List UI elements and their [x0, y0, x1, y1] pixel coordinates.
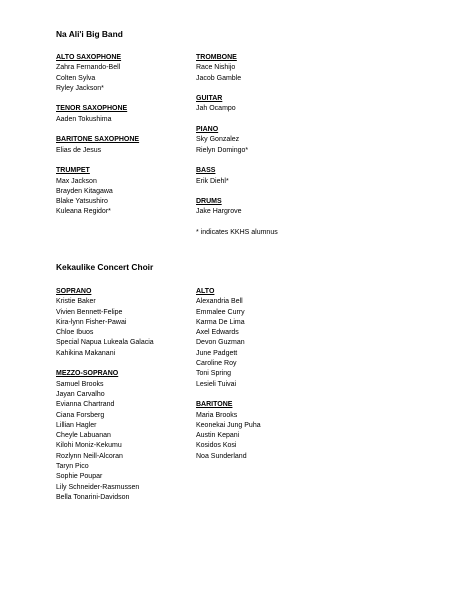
member-name: Ryley Jackson*	[56, 84, 104, 92]
tenor-saxophone-section	[56, 104, 216, 125]
member-name: Blake Yatsushiro	[56, 198, 108, 206]
member-name: Zahra Fernando-Bell	[56, 64, 121, 72]
section-heading: MEZZO-SOPRANO	[56, 370, 119, 378]
member-name: Alexandria Bell	[196, 298, 243, 306]
member-name: Jacob Gamble	[196, 74, 242, 82]
member-name: Kilohi Moniz-Kekumu	[56, 442, 122, 450]
member-name: Emmalee Curry	[196, 308, 245, 316]
guitar-section	[196, 94, 356, 115]
section-heading: TRUMPET	[56, 167, 90, 175]
bass-section	[196, 166, 356, 187]
member-name: Kira-lynn Fisher-Pawai	[56, 318, 127, 326]
alto-saxophone-section	[56, 53, 216, 94]
member-name: Colten Sylva	[56, 74, 96, 82]
member-name: Sophie Poupar	[56, 473, 103, 481]
member-name: Taryn Pico	[56, 463, 89, 471]
member-name: Brayden Kitagawa	[56, 187, 113, 195]
member-name: Elias de Jesus	[56, 146, 102, 154]
band-right-column	[196, 53, 356, 238]
section-heading: BARITONE	[196, 401, 233, 409]
member-name: Toni Spring	[196, 370, 232, 378]
drums-section	[196, 197, 356, 218]
member-name: Devon Guzman	[196, 339, 245, 347]
choir-right-column	[196, 287, 356, 462]
member-name: Cheyle Labuanan	[56, 432, 111, 440]
member-name: Jah Ocampo	[196, 105, 236, 113]
member-name: Kahikina Makanani	[56, 349, 116, 357]
member-name: Noa Sunderland	[196, 452, 247, 460]
member-name: Max Jackson	[56, 177, 97, 185]
section-heading: TROMBONE	[196, 54, 237, 61]
section-heading: GUITAR	[196, 95, 223, 103]
baritone-section	[196, 400, 356, 462]
member-name: Rozlynn Neill-Alcoran	[56, 452, 123, 460]
member-name: Kuleana Regidor*	[56, 208, 111, 216]
mezzo-soprano-section	[56, 369, 216, 503]
member-name: Special Napua Lukeala Galacia	[56, 339, 154, 347]
member-name: Race Nishijo	[196, 64, 236, 72]
band-title: Na Ali'i Big Band	[56, 29, 123, 39]
section-heading: PIANO	[196, 126, 219, 134]
trumpet-section	[56, 166, 216, 217]
member-name: Kristie Baker	[56, 298, 96, 306]
band-left-column	[56, 53, 216, 218]
alumnus-footnote: * indicates KKHS alumnus	[196, 229, 278, 237]
member-name: Lillian Hagler	[56, 421, 97, 429]
member-name: Evianna Chartrand	[56, 401, 115, 409]
member-name: Jayan Carvalho	[56, 390, 105, 398]
member-name: Austin Kepani	[196, 432, 240, 440]
member-name: Vivien Bennett-Felipe	[56, 308, 123, 316]
member-name: Lesieli Tuivai	[196, 380, 237, 388]
member-name: Chloe Ibuos	[56, 329, 94, 337]
section-heading: BASS	[196, 167, 216, 175]
section-heading: ALTO	[196, 288, 215, 295]
piano-section	[196, 125, 356, 156]
member-name: Caroline Roy	[196, 360, 237, 368]
member-name: Bella Tonarini-Davidson	[56, 493, 130, 501]
soprano-section	[56, 287, 216, 359]
alto-section	[196, 287, 356, 390]
member-name: Rielyn Domingo*	[196, 146, 249, 154]
member-name: Jake Hargrove	[196, 208, 242, 216]
member-name: Kosidos Kosi	[196, 442, 237, 450]
member-name: Samuel Brooks	[56, 380, 104, 388]
member-name: Lily Schneider-Rasmussen	[56, 483, 140, 491]
trombone-section	[196, 53, 356, 84]
member-name: Keonekai Jung Puha	[196, 421, 261, 429]
member-name: June Padgett	[196, 349, 238, 357]
section-heading: BARITONE SAXOPHONE	[56, 136, 140, 144]
baritone-saxophone-section	[56, 135, 216, 156]
member-name: Maria Brooks	[196, 411, 238, 419]
section-heading: SOPRANO	[56, 288, 92, 295]
section-heading: TENOR SAXOPHONE	[56, 105, 128, 113]
choir-left-column	[56, 287, 216, 503]
member-name: Erik Diehl*	[196, 177, 229, 185]
choir-title: Kekaulike Concert Choir	[56, 262, 154, 272]
member-name: Karma De Lima	[196, 318, 245, 326]
section-heading: DRUMS	[196, 198, 222, 206]
section-heading: ALTO SAXOPHONE	[56, 54, 122, 61]
member-name: Sky Gonzalez	[196, 136, 240, 144]
member-name: Aaden Tokushima	[56, 115, 112, 123]
member-name: Axel Edwards	[196, 329, 239, 337]
member-name: Ciana Forsberg	[56, 411, 105, 419]
